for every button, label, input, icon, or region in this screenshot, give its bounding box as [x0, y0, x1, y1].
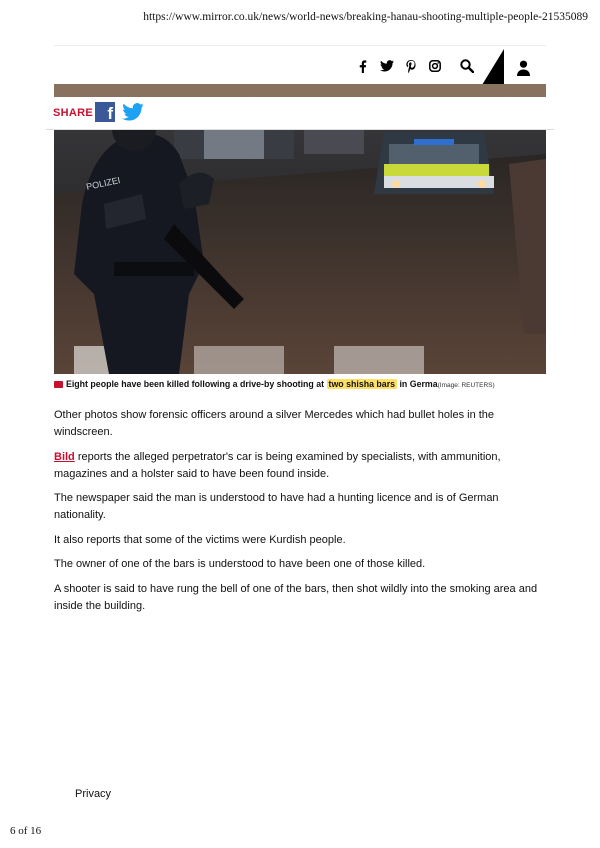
- header-diagonal-divider: [482, 49, 504, 85]
- caption-credit: (Image: REUTERS): [437, 382, 495, 389]
- paragraph: The owner of one of the bars is understood to have been one of those killed.: [54, 558, 426, 570]
- paragraph: A shooter is said to have rung the bell of one of the bars, then shot wildly into the smoking area and inside the building.: [54, 582, 538, 612]
- twitter-icon[interactable]: [378, 56, 396, 76]
- caption-text: Eight people have been killed following a drive-by shooting at: [66, 379, 327, 389]
- share-bar: [46, 97, 554, 130]
- photo-caption: [54, 379, 546, 389]
- caption-text-end: in Germa: [397, 379, 438, 389]
- paragraph: Other photos show forensic officers around a silver Mercedes which had bullet holes in the windscreen.: [54, 409, 495, 438]
- camera-icon: [54, 381, 63, 388]
- site-header-icons: [0, 56, 600, 78]
- pinterest-icon[interactable]: [404, 56, 418, 76]
- page-number: 6 of 16: [10, 825, 42, 837]
- privacy-link[interactable]: Privacy: [75, 788, 112, 800]
- polizei-badge: POLIZEI: [85, 174, 122, 192]
- header-top-border: [54, 45, 546, 46]
- caption-highlight: two shisha bars: [328, 379, 396, 389]
- paragraph: The newspaper said the man is understood to have had a hunting licence and is of German nationality.: [54, 492, 499, 521]
- paragraph: It also reports that some of the victims were Kurdish people.: [54, 533, 346, 546]
- bild-link[interactable]: Bild: [54, 450, 75, 463]
- paragraph: Bild reports the alleged perpetrator's car is being examined by specialists, with ammunition, magazines and a holster said to have been found inside.: [54, 450, 501, 480]
- page-url: https://www.mirror.co.uk/news/world-news/breaking-hanau-shooting-multiple-people-21535089: [143, 11, 588, 23]
- user-icon[interactable]: [514, 58, 532, 78]
- share-label: SHARE: [53, 107, 94, 119]
- twitter-share-icon[interactable]: [122, 103, 144, 121]
- article-body: [54, 407, 546, 622]
- facebook-share-icon[interactable]: f: [95, 102, 115, 122]
- facebook-icon[interactable]: [356, 56, 370, 76]
- search-icon[interactable]: [459, 56, 475, 76]
- instagram-icon[interactable]: [428, 56, 442, 76]
